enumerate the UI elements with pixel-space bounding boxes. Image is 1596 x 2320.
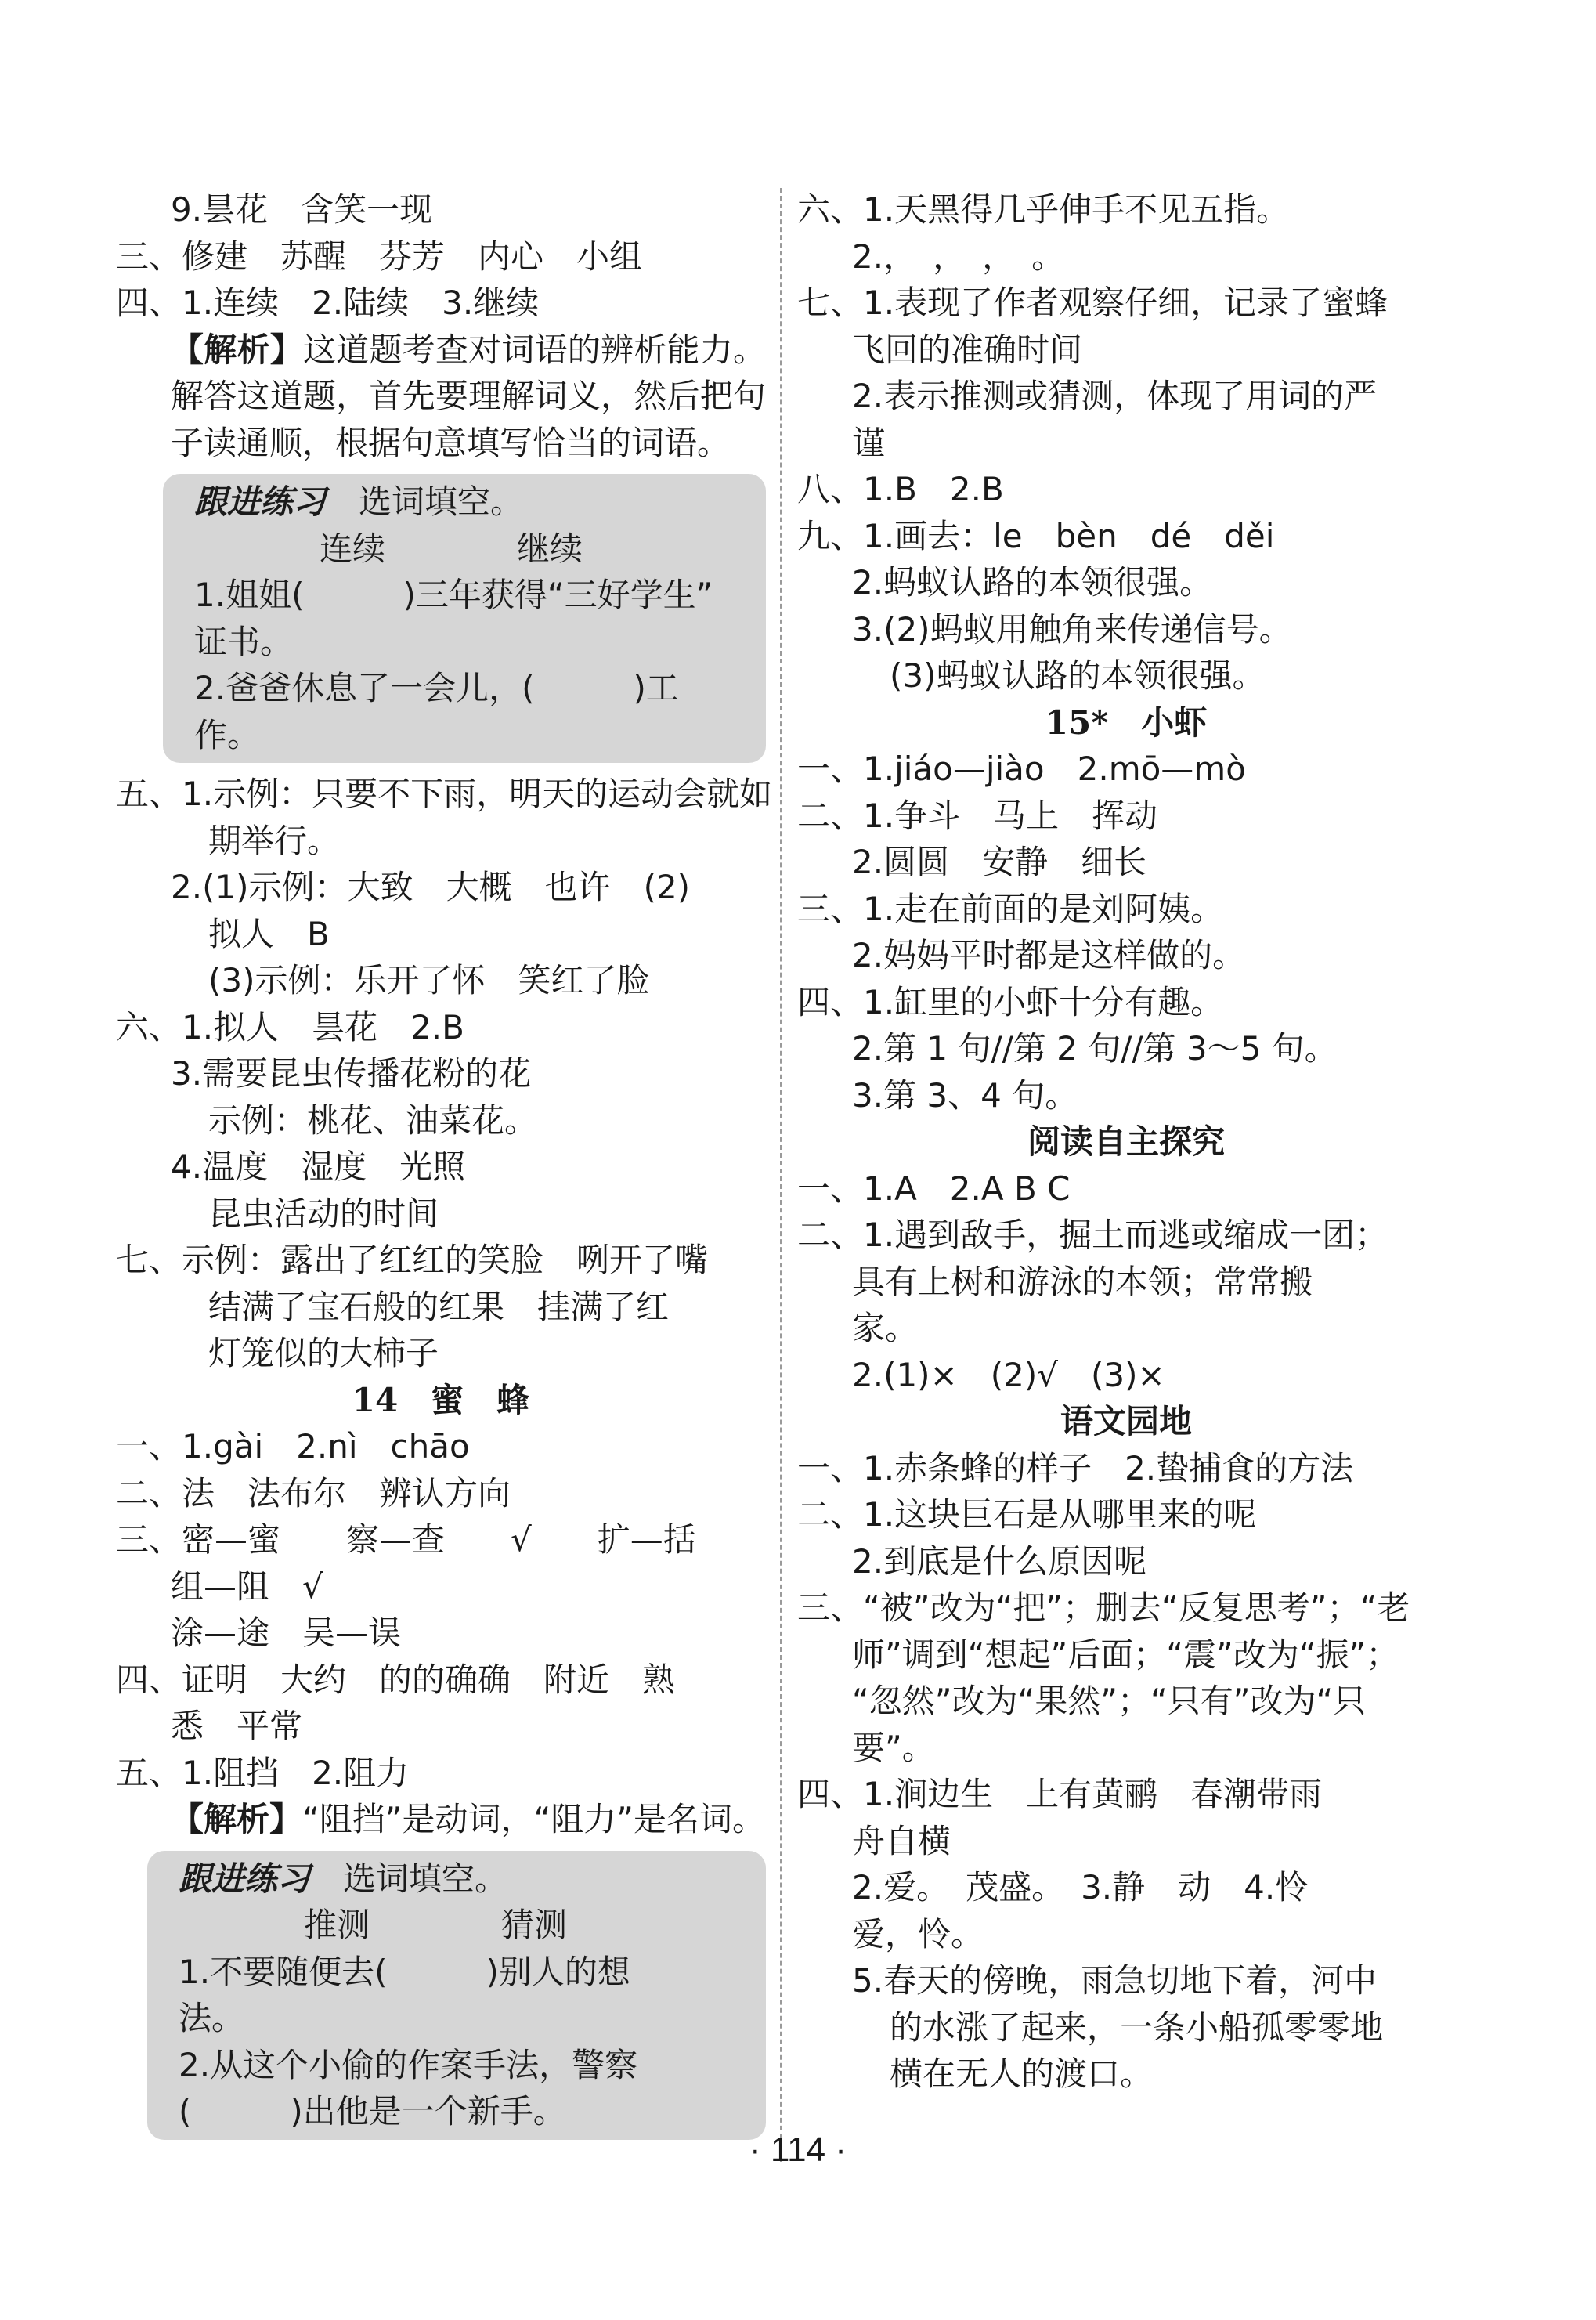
practice-question: 2.爸爸休息了一会儿，( )工 [194,669,679,707]
right-column [797,186,1455,2098]
answer-line: 四、1.涧边生 上有黄鹂 春潮带雨 [797,1775,1323,1813]
answer-line: 2.表示推测或猜测，体现了用词的严 [852,377,1378,415]
answer-line: 八、1.B 2.B [797,470,1004,508]
answer-line: 2.圆圆 安静 细长 [852,843,1147,881]
practice-question: 2.从这个小偷的作案手法，警察 [179,2045,638,2084]
answer-line: 六、1.天黑得几乎伸手不见五指。 [797,190,1290,229]
answer-line: 涂—途 吴—误 [171,1614,402,1652]
answer-line: 2.(1)× (2)√ (3)× [852,1355,1165,1394]
left-column [116,186,773,2148]
answer-line: 2.， ， ， 。 [852,237,1065,276]
practice-question: ( )出他是一个新手。 [179,2092,566,2130]
answer-line: 3.第 3、4 句。 [852,1075,1078,1115]
word-choices: 连续 继续 [320,529,583,568]
answer-line: 二、1.遇到敌手，掘土而逃或缩成一团； [797,1216,1388,1254]
practice-title: 跟进练习 [179,1859,311,1898]
practice-title: 跟进练习 [194,482,327,521]
answer-line: 示例：桃花、油菜花。 [208,1100,538,1140]
practice-box [147,1851,766,2140]
answer-line: 的水涨了起来，一条小船孤零零地 [890,2007,1384,2047]
answer-line: 灯笼似的大柿子 [208,1334,439,1372]
answer-line: 家。 [852,1309,919,1347]
answer-line: 三、1.走在前面的是刘阿姨。 [797,889,1224,928]
answer-line: 2.(1)示例：大致 大概 也许 (2) [171,868,691,906]
answer-line: 七、示例：露出了红红的笑脸 咧开了嘴 [116,1241,709,1279]
answer-line: 9.昙花 含笑一现 [171,190,433,229]
analysis-tag: 【解析】 [171,1800,303,1838]
answer-line: 一、1.A 2.A B C [797,1169,1071,1208]
answer-line: 三、密—蜜 察—查 √ 扩—括 [116,1520,696,1559]
answer-line: 舟自横 [852,1821,951,1860]
answer-line: 拟人 B [208,914,330,953]
answer-line: 一、1.jiáo—jiào 2.mō—mò [797,750,1246,788]
answer-line: 七、1.表现了作者观察仔细，记录了蜜蜂 [797,284,1388,322]
answer-line: 五、1.示例：只要不下雨，明天的运动会就如 [116,775,773,813]
analysis-text: 这道题考查对词语的辨析能力。解答这道题，首先要理解词义，然后把句子读通顺，根据句意填写恰当的词语。 [171,330,766,462]
practice-question: 证书。 [194,622,294,661]
answer-line: 五、1.阻挡 2.阻力 [116,1753,410,1792]
answer-line: 一、1.gài 2.nì chāo [116,1427,470,1465]
analysis-text: “阻挡”是动词，“阻力”是名词。 [302,1800,766,1838]
answer-line: 昆虫活动的时间 [208,1194,439,1233]
practice-question: 作。 [194,715,261,754]
answer-line: 一、1.赤条蜂的样子 2.蛰捕食的方法 [797,1448,1354,1487]
answer-line: 2.蚂蚁认路的本领很强。 [852,563,1213,602]
answer-line: 横在无人的渡口。 [890,2054,1154,2093]
answer-line: 2.爱。 茂盛。 3.静 动 4.怜 [852,1868,1309,1906]
answer-line: 悉 平常 [171,1707,303,1745]
section-heading: 语文园地 [1060,1402,1192,1440]
practice-instruction: 选词填空。 [326,482,524,521]
analysis-paragraph [116,1796,766,1843]
answer-line: 飞回的准确时间 [852,330,1083,369]
answer-line: 爱，怜。 [852,1914,984,1953]
section-heading: 14 蜜 蜂 [352,1380,530,1419]
practice-box [163,474,766,763]
word-choices: 推测 猜测 [304,1906,568,1944]
answer-line: 九、1.画去：le bèn dé děi [797,516,1275,555]
practice-question: 法。 [179,1999,245,2037]
answer-line: 2.第 1 句//第 2 句//第 3～5 句。 [852,1029,1338,1068]
answer-line: 期举行。 [208,821,341,860]
answer-line: 3.(2)蚂蚁用触角来传递信号。 [852,609,1292,649]
answer-line: 四、证明 大约 的的确确 附近 熟 [116,1660,676,1699]
answer-line: 组—阻 √ [171,1567,323,1606]
answer-line: (3)蚂蚁认路的本领很强。 [890,656,1266,695]
answer-line: 4.温度 湿度 光照 [171,1147,466,1186]
practice-instruction: 选词填空。 [310,1859,508,1898]
answer-line: 谨 [852,423,886,462]
answer-line: 2.妈妈平时都是这样做的。 [852,936,1246,974]
answer-line: 二、1.这块巨石是从哪里来的呢 [797,1495,1257,1534]
page-number: · 114 · [749,2130,847,2169]
answer-line: 四、1.连续 2.陆续 3.继续 [116,284,540,322]
answer-line: “忽然”改为“果然”；“只有”改为“只 [852,1682,1367,1720]
answer-line: 四、1.缸里的小虾十分有趣。 [797,982,1224,1021]
answer-line: (3)示例：乐开了怀 笑红了脸 [208,961,650,999]
column-divider [780,188,782,2162]
answer-line: 二、1.争斗 马上 挥动 [797,796,1158,835]
practice-question: 1.姐姐( )三年获得“三好学生” [194,576,713,614]
answer-line: 六、1.拟人 昙花 2.B [116,1007,464,1046]
answer-line: 三、修建 苏醒 芬芳 内心 小组 [116,237,643,276]
section-heading: 阅读自主探究 [1027,1122,1225,1161]
answer-line: 具有上树和游泳的本领；常常搬 [852,1262,1313,1301]
practice-question: 1.不要随便去( )别人的想 [179,1952,630,1991]
answer-line: 二、法 法布尔 辨认方向 [116,1473,511,1512]
answer-line: 3.需要昆虫传播花粉的花 [171,1054,532,1093]
section-heading: 15* 小虾 [1045,703,1208,742]
analysis-tag: 【解析】 [171,330,303,369]
analysis-paragraph [116,327,766,467]
answer-line: 5.春天的傍晚，雨急切地下着，河中 [852,1961,1378,2000]
answer-line: 2.到底是什么原因呢 [852,1541,1147,1581]
answer-line: 要”。 [852,1728,935,1767]
answer-line: 师”调到“想起”后面；“震”改为“振”； [852,1635,1399,1674]
answer-line: 结满了宝石般的红果 挂满了红 [208,1287,670,1326]
answer-line: 三、“被”改为“把”；删去“反复思考”；“老 [797,1588,1410,1627]
